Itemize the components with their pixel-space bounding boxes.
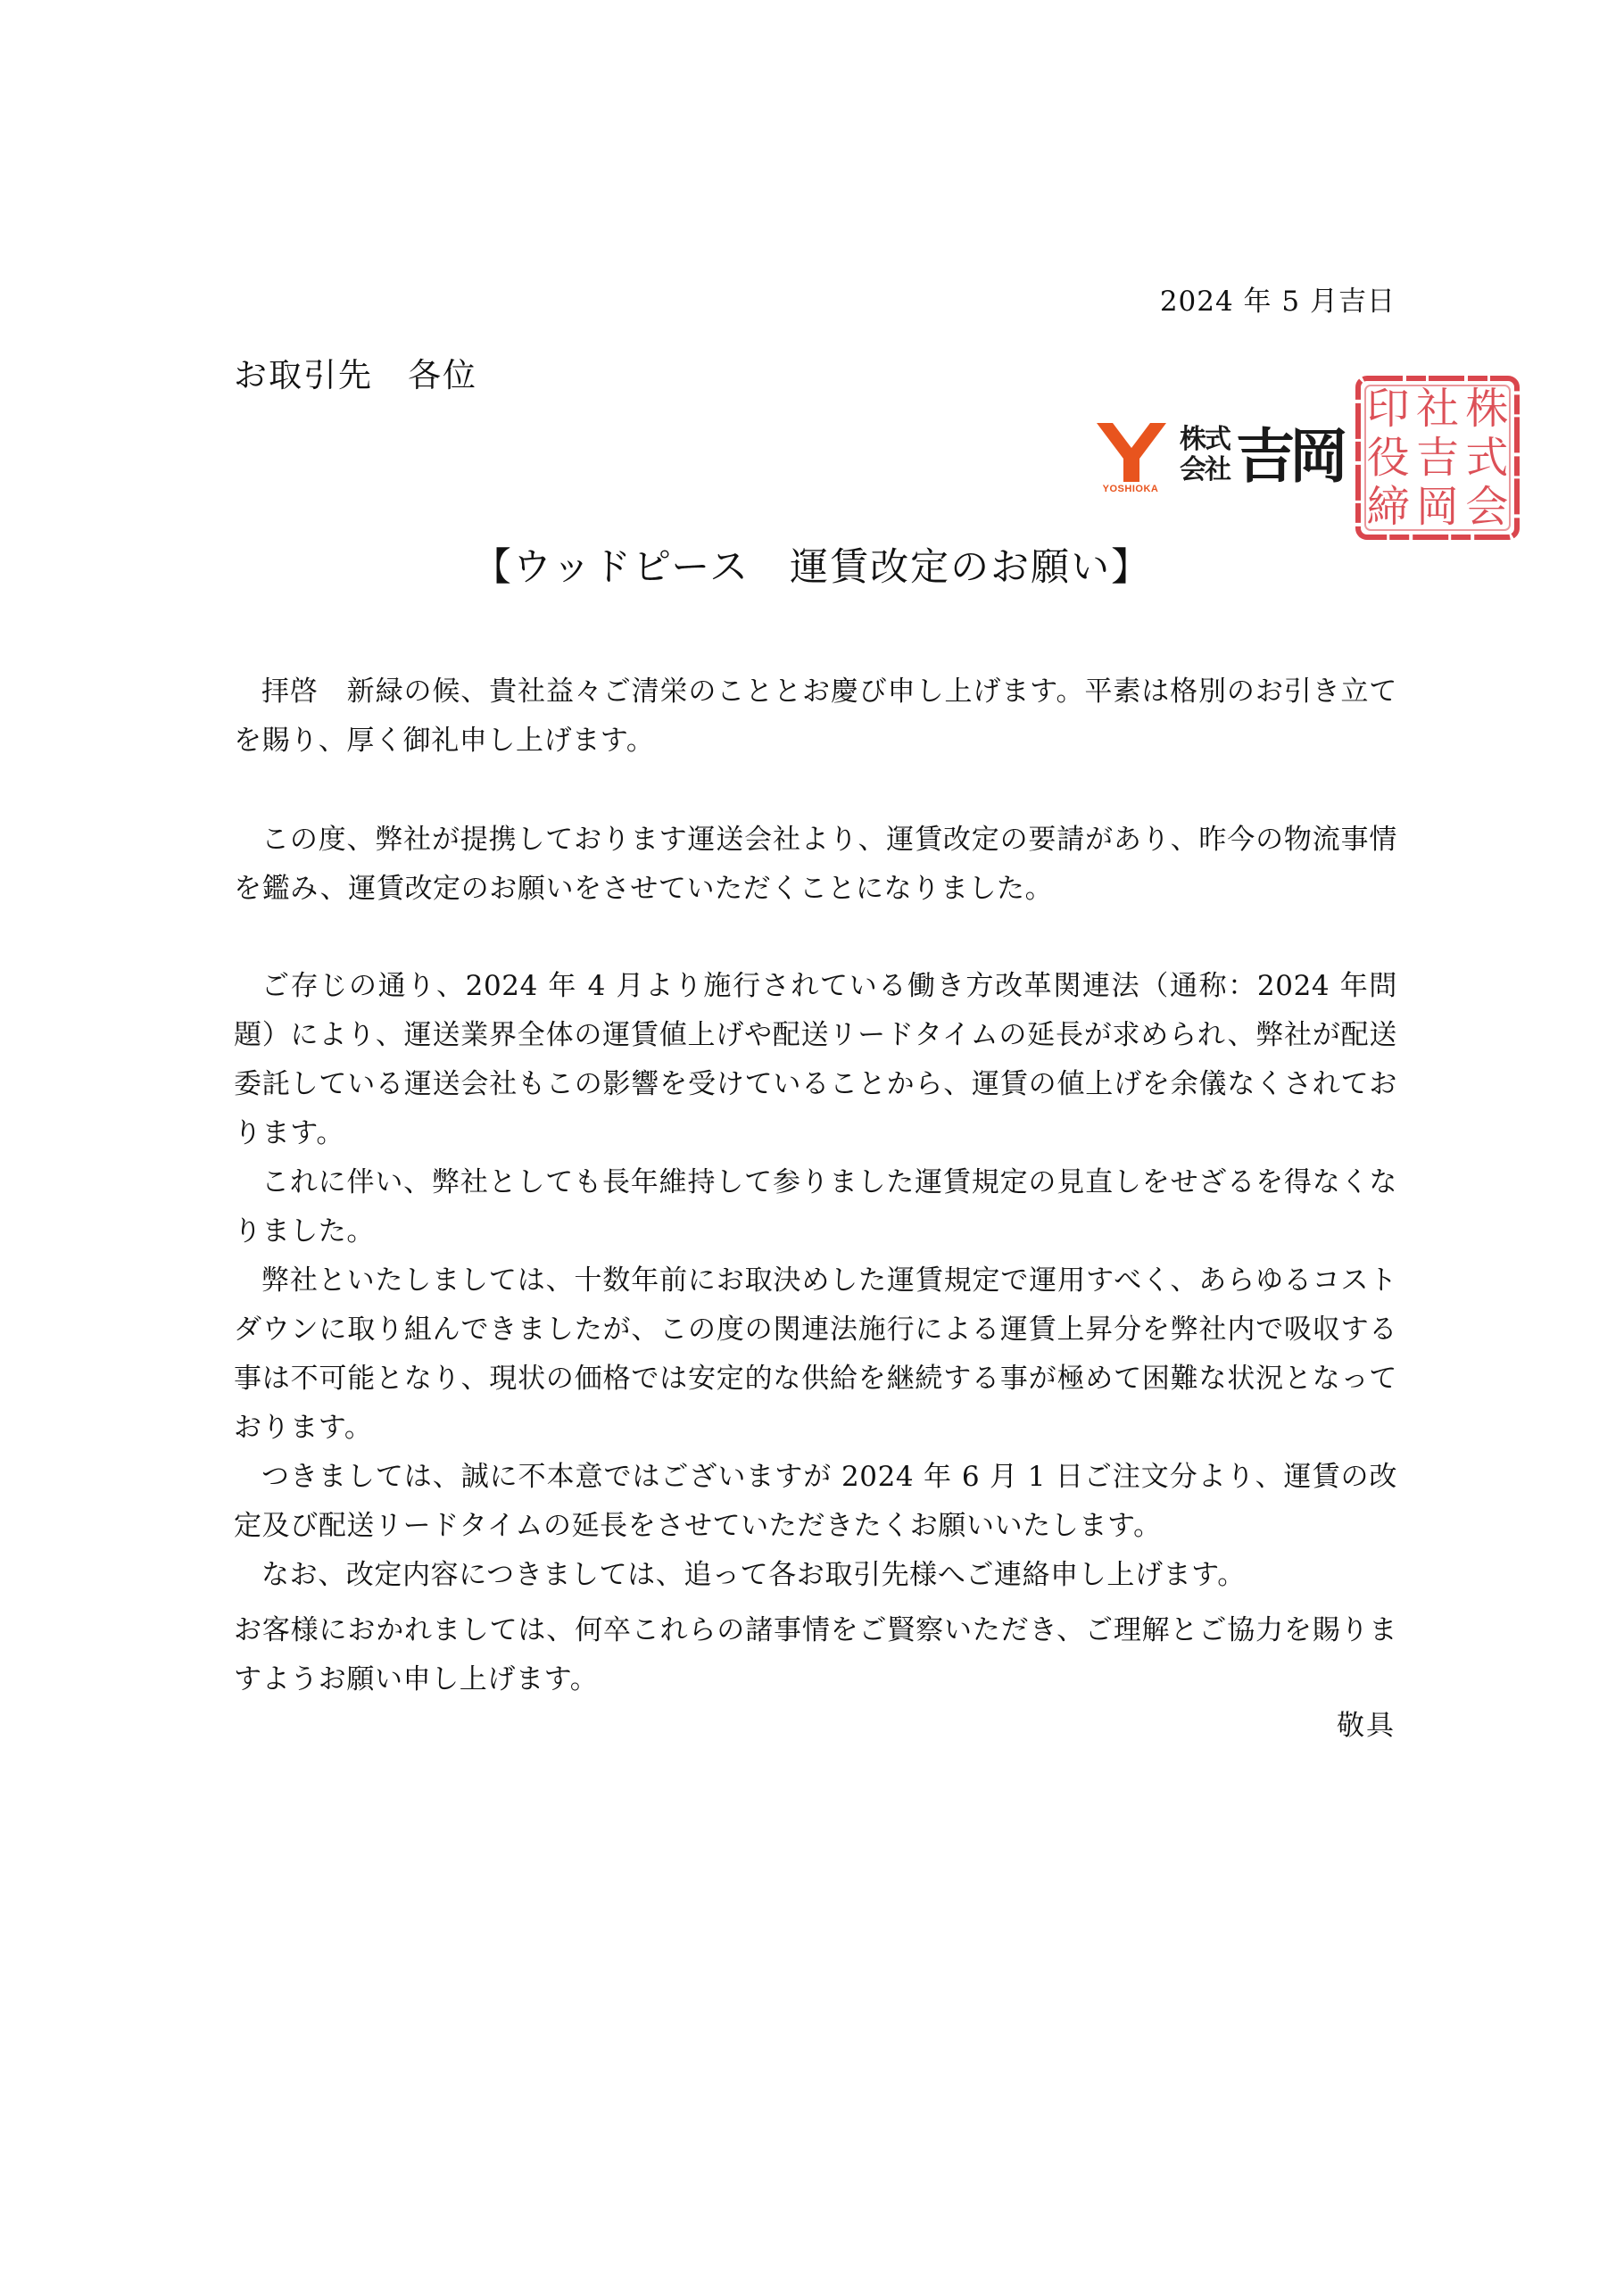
company-logo <box>1093 418 1352 507</box>
details-paragraph-5: なお、改定内容につきましては、追って各お取引先様へご連絡申し上げます。 <box>261 1559 1246 1591</box>
request-text: お客様におかれましては、何卒これらの諸事情をご賢察いただき、ご理解とご協力を賜りますようお願い申し上げます。 <box>234 1614 1397 1695</box>
logo-roman-text: YOSHIOKA <box>1102 484 1159 494</box>
yoshioka-mark-icon <box>1093 418 1170 484</box>
notice-paragraph <box>234 816 1397 914</box>
greeting-paragraph <box>234 667 1397 766</box>
seal-characters: 印 社 株 役 吉 式 締 岡 会 <box>1366 383 1509 533</box>
details-paragraph-2: これに伴い、弊社としても長年維持して参りました運賃規定の見直しをせざるを得なくなりました。 <box>234 1166 1397 1247</box>
logo-kabushiki-kaisha: 株式会社 <box>1180 424 1230 485</box>
letter-title: 【ウッドピース 運賃改定のお願い】 <box>472 545 1152 590</box>
recipient: お取引先 各位 <box>234 356 477 394</box>
request-paragraph <box>234 1606 1397 1704</box>
details-paragraph-4: つきましては、誠に不本意ではございますが 2024 年 6 月 1 日ご注文分より、運賃の改定及び配送リードタイムの延長をさせていただきたくお願いいたします。 <box>234 1461 1397 1542</box>
details-paragraph-1: ご存じの通り、2024 年 4 月より施行されている働き方改革関連法（通称：2024 年問題）により、運送業界全体の運賃値上げや配送リードタイムの延長が求められ、弊社が配送委託している運送会社もこの影響を受けていることから、運賃の値上げを余儀なくされております。 <box>234 970 1397 1149</box>
greeting-text: 拝啓 新緑の候、貴社益々ご清栄のこととお慶び申し上げます。平素は格別のお引き立てを賜り、厚く御礼申し上げます。 <box>234 676 1397 757</box>
details-section <box>234 962 1397 1600</box>
company-seal-stamp <box>1353 373 1522 543</box>
letter-date: 2024 年 5 月吉日 <box>1159 286 1396 318</box>
details-paragraph-3: 弊社といたしましては、十数年前にお取決めした運賃規定で運用すべく、あらゆるコストダウンに取り組んできましたが、この度の関連法施行による運賃上昇分を弊社内で吸収する事は不可能となり、現状の価格では安定的な供給を継続する事が極めて困難な状況となっております。 <box>234 1264 1397 1444</box>
logo-company-name: 吉岡 <box>1236 422 1343 491</box>
closing-word: 敬具 <box>1337 1710 1396 1742</box>
notice-text: この度、弊社が提携しております運送会社より、運賃改定の要請があり、昨今の物流事情を鑑み、運賃改定のお願いをさせていただくことになりました。 <box>234 824 1397 905</box>
